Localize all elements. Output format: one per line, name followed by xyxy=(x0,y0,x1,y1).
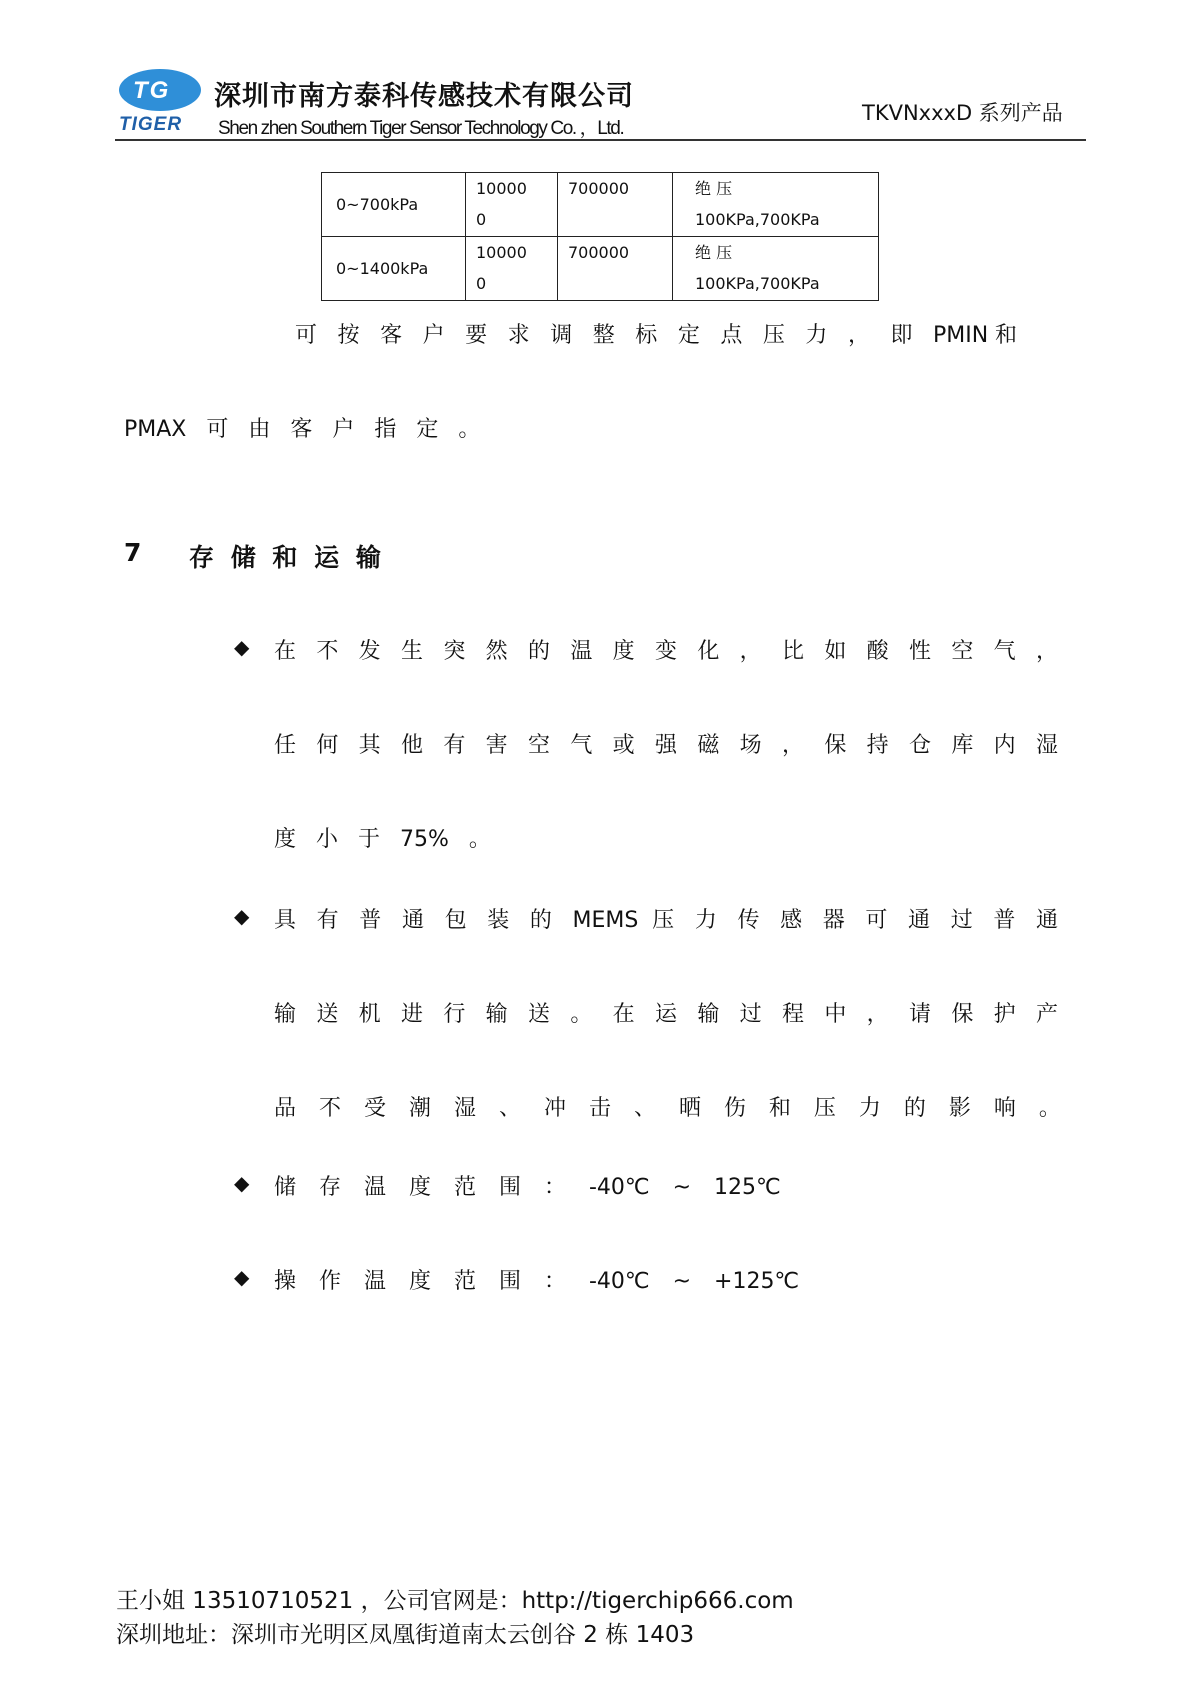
logo-word: TIGER xyxy=(119,114,183,135)
bullet-line: 输 送 机 进 行 输 送 。 在 运 输 过 程 中 ， 请 保 护 产 xyxy=(274,1002,1058,1027)
section-number: 7 xyxy=(124,538,142,567)
table-cell-range: 0~700kPa xyxy=(322,173,466,237)
table-cell xyxy=(673,237,879,301)
cell-text: 100KPa,700KPa xyxy=(695,274,820,293)
table-cell-range: 0~1400kPa xyxy=(322,237,466,301)
cell-text: 绝 压 xyxy=(695,179,733,198)
bullet-diamond-icon: ◆ xyxy=(234,904,250,928)
bullet-line: 度 小 于 75% 。 xyxy=(274,827,491,852)
table-row xyxy=(322,237,879,301)
table-cell: 700000 xyxy=(558,173,673,237)
bullet-line: 品 不 受 潮 湿 、 冲 击 、 晒 伤 和 压 力 的 影 响 。 xyxy=(274,1096,1061,1121)
bullet-line: 储 存 温 度 范 围 ： -40℃ ~ 125℃ xyxy=(274,1175,781,1200)
cell-text: 10000 xyxy=(476,179,527,198)
product-series: TKVNxxxD 系列产品 xyxy=(862,101,1063,125)
cell-text: 0 xyxy=(476,274,487,293)
bullet-line: 具 有 普 通 包 装 的 MEMS 压 力 传 感 器 可 通 过 普 通 xyxy=(274,908,1058,933)
cell-text: 0 xyxy=(476,210,487,229)
table-row xyxy=(322,173,879,237)
company-name-cn: 深圳市南方泰科传感技术有限公司 xyxy=(214,81,634,112)
bullet-line: 在 不 发 生 突 然 的 温 度 变 化 ， 比 如 酸 性 空 气 ， xyxy=(274,639,1058,664)
cell-text: 10000 xyxy=(476,243,527,262)
company-name-en: Shen zhen Southern Tiger Sensor Technology Co. ，Ltd. xyxy=(218,118,624,139)
company-logo xyxy=(119,69,201,115)
header-divider xyxy=(115,139,1086,141)
bullet-diamond-icon: ◆ xyxy=(234,1265,250,1289)
table-cell: 700000 xyxy=(558,237,673,301)
paragraph-line: 可 按 客 户 要 求 调 整 标 定 点 压 力 ， 即 PMIN和 xyxy=(295,323,1017,348)
cell-text: 绝 压 xyxy=(695,243,733,262)
table-cell xyxy=(466,173,558,237)
bullet-diamond-icon: ◆ xyxy=(234,1171,250,1195)
paragraph-line: PMAX 可 由 客 户 指 定 。 xyxy=(124,417,481,442)
logo-mark: TG xyxy=(133,77,171,104)
bullet-diamond-icon: ◆ xyxy=(234,635,250,659)
cell-text: 100KPa,700KPa xyxy=(695,210,820,229)
footer-address: 深圳地址：深圳市光明区凤凰街道南太云创谷 2 栋 1403 xyxy=(116,1622,695,1648)
table-cell xyxy=(466,237,558,301)
bullet-line: 任 何 其 他 有 害 空 气 或 强 磁 场 ， 保 持 仓 库 内 湿 xyxy=(274,733,1058,758)
table-cell xyxy=(673,173,879,237)
spec-table xyxy=(321,172,879,301)
bullet-line: 操 作 温 度 范 围 ： -40℃ ~ +125℃ xyxy=(274,1269,800,1294)
footer-contact: 王小姐 13510710521 ，公司官网是：http://tigerchip666.com xyxy=(116,1588,794,1614)
section-title: 存 储 和 运 输 xyxy=(189,543,381,572)
